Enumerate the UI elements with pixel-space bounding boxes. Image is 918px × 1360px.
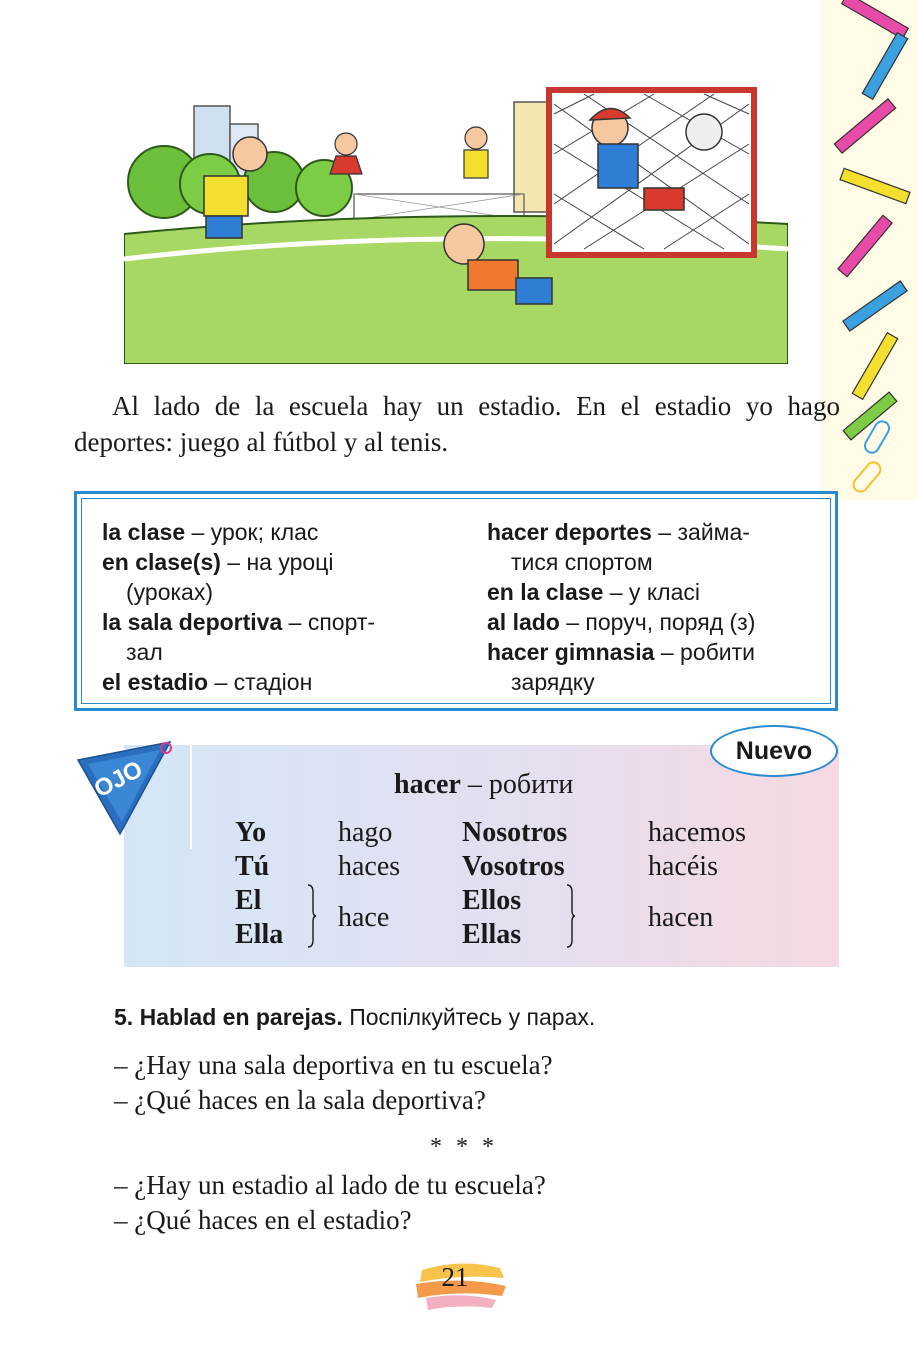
vocabulary-column-left [102,517,462,697]
vocab-term: la sala deportiva [102,609,283,635]
vocab-term: hacer deportes [487,519,652,545]
vocab-translation: – займа- [651,519,750,545]
brace-icon [566,884,576,948]
vocab-entry [102,547,462,577]
verb-form: hace [338,902,390,933]
pronoun: Yo [235,817,267,848]
vocab-term: hacer gimnasia [487,639,655,665]
vocab-entry [487,607,827,637]
vocab-term: en clase(s) [102,549,221,575]
separator: * * * [430,1134,498,1160]
dialogue-line: – ¿Qué haces en el estadio? [114,1205,412,1235]
pronoun: Ellos [462,885,522,916]
pronoun: Tú [235,851,270,882]
vocab-term: al lado [487,609,560,635]
vocab-translation: – стадіон [208,669,313,695]
verb-form: hago [338,817,393,848]
ojo-badge-label: OJO [89,755,148,804]
vocab-translation: – спорт- [282,609,376,635]
vocab-entry [102,517,462,547]
dialogue-line: – ¿Qué haces en la sala deportiva? [114,1085,486,1115]
dialogue-line: – ¿Hay un estadio al lado de tu escuela? [114,1170,546,1200]
dialogue-line: – ¿Hay una sala deportiva en tu escuela? [114,1050,553,1080]
vocab-term: el estadio [102,669,209,695]
vocabulary-column-right [487,517,827,697]
vocab-continuation: зарядку [511,669,595,695]
vocab-translation: – поруч, поряд (з) [559,609,756,635]
vocab-entry [102,607,462,637]
vocab-entry [102,667,462,697]
pronoun: Ella [235,919,284,950]
verb-form: hacemos [648,817,746,848]
brace-icon [307,884,317,948]
verb-infinitive: hacer [394,769,461,800]
vocab-entry [487,637,827,667]
pronoun: Nosotros [462,817,568,848]
pronoun: Vosotros [462,851,565,882]
verb-form: haces [338,851,401,882]
pronoun: Ellas [462,919,522,950]
exercise-number: 5. [114,1004,134,1030]
pronoun: El [235,885,262,916]
vocab-continuation: зал [126,639,163,665]
vocab-entry [487,517,827,547]
nuevo-tag: Nuevo [710,725,838,777]
vocab-translation: – на уроці [220,549,334,575]
exercise-heading [114,1004,595,1031]
ojo-badge [74,738,184,838]
exercise-title: Hablad en parejas. [139,1004,343,1030]
vocabulary-box [74,491,838,711]
vocab-translation: – урок; клас [185,519,319,545]
verb-form: hacen [648,902,714,933]
verb-form: hacéis [648,851,718,882]
intro-paragraph: Al lado de la escuela hay un estadio. En el estadio yo hago deportes: juego al fútbol y al tenis. [74,391,840,457]
vocab-entry [487,577,827,607]
vocab-term: la clase [102,519,186,545]
grammar-divider [190,745,192,849]
sports-illustration [124,84,788,364]
vocab-continuation: (уроках) [126,579,214,605]
vocab-translation: – робити [654,639,756,665]
exercise-instruction: Поспілкуйтесь у парах. [342,1004,596,1030]
verb-title [394,769,573,801]
page-number: 21 [441,1262,469,1292]
vocab-continuation: тися спортом [511,549,653,575]
verb-translation: – робити [460,769,574,800]
vocab-translation: – у класі [603,579,700,605]
vocab-term: en la clase [487,579,604,605]
